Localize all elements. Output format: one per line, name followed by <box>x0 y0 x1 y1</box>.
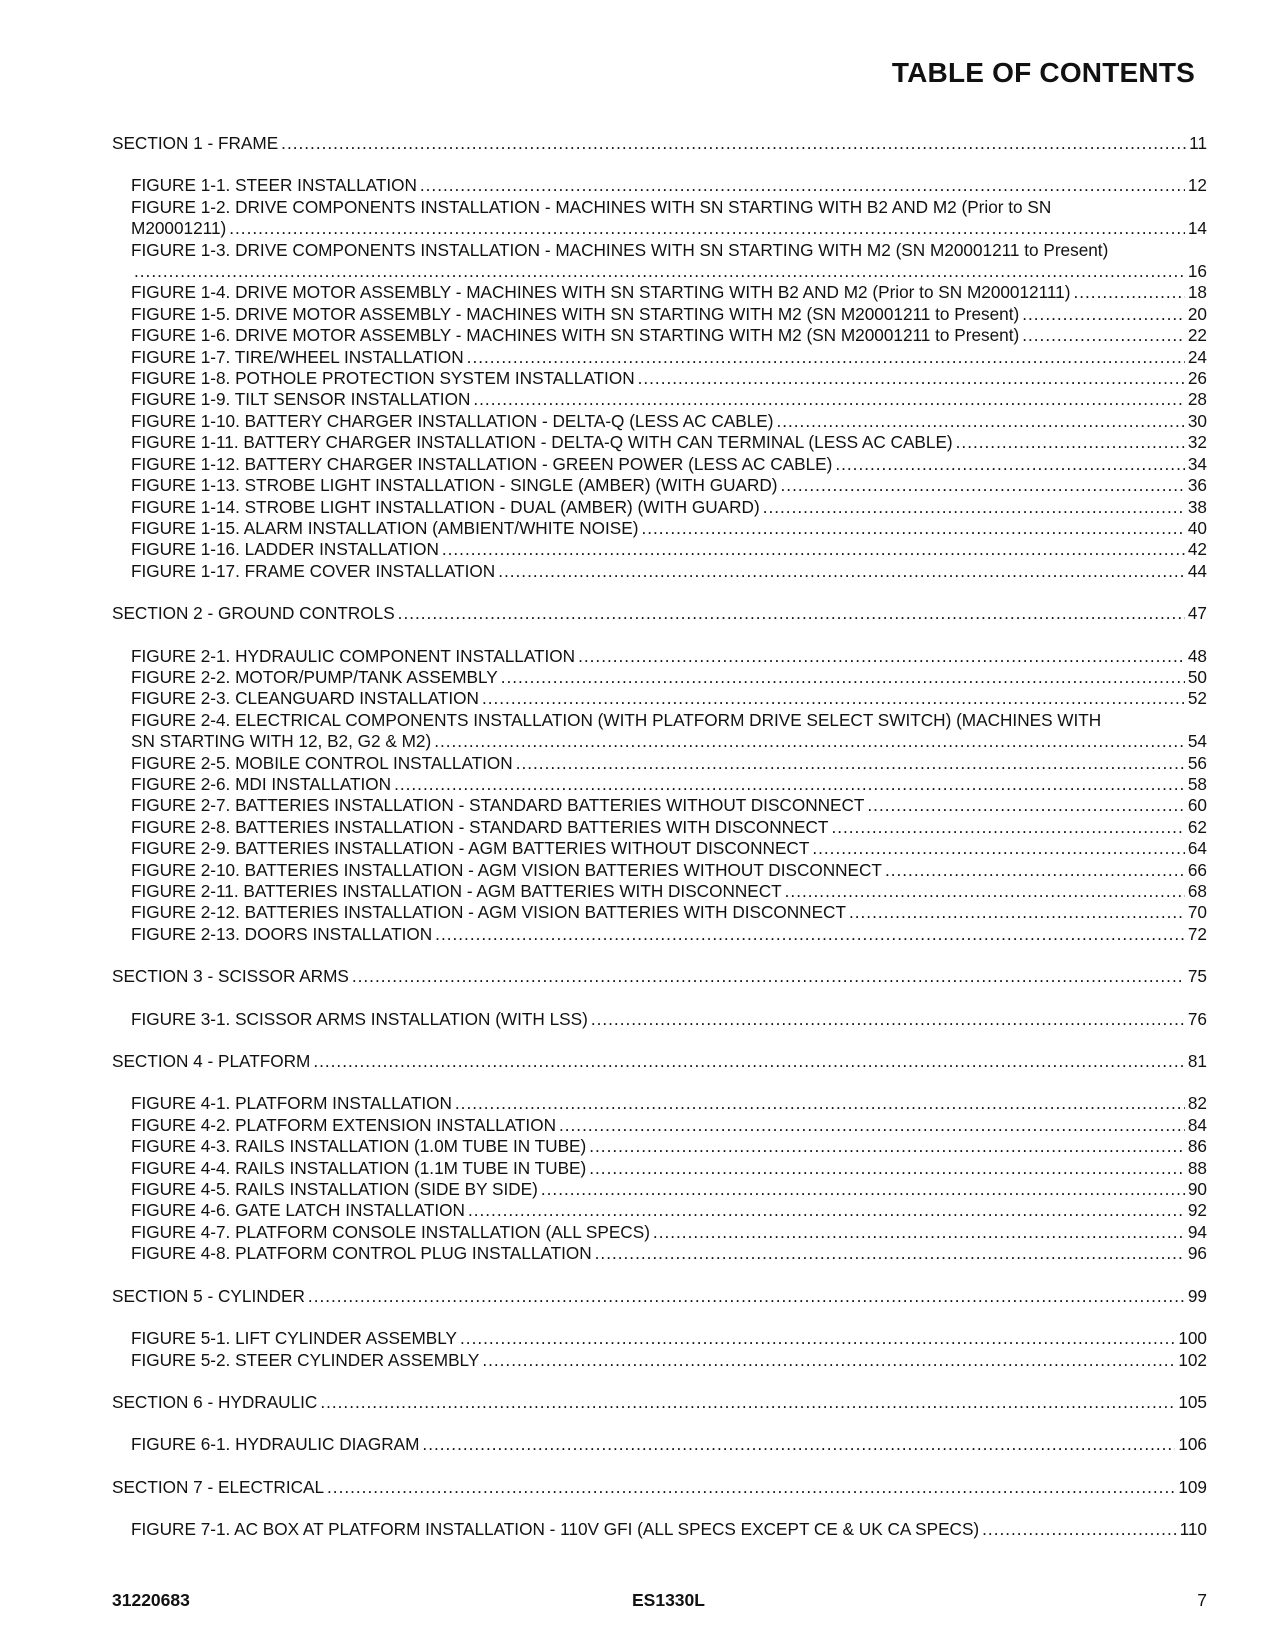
figure-list <box>131 1009 1207 1030</box>
dot-leader <box>763 497 1185 518</box>
section-entry[interactable] <box>112 133 1207 154</box>
figure-entry[interactable] <box>131 1434 1207 1455</box>
figure-row <box>131 1200 1207 1221</box>
figure-row <box>131 1136 1207 1157</box>
dot-leader <box>498 561 1185 582</box>
figure-page-number: 26 <box>1187 368 1207 389</box>
figure-row <box>131 1519 1207 1540</box>
figure-list <box>131 646 1207 946</box>
figure-row <box>131 881 1207 902</box>
figure-entry[interactable] <box>131 432 1207 453</box>
figure-page-number: 24 <box>1187 346 1207 367</box>
footer-page-number: 7 <box>1197 1590 1207 1610</box>
figure-row <box>131 175 1207 196</box>
toc-section <box>112 133 1207 582</box>
figure-row <box>131 774 1207 795</box>
section-label: SECTION 6 - HYDRAULIC <box>112 1391 318 1412</box>
toc-section <box>112 603 1207 945</box>
figure-page-number: 70 <box>1187 902 1207 923</box>
figure-label: FIGURE 2-5. MOBILE CONTROL INSTALLATION <box>131 752 513 773</box>
figure-label: FIGURE 2-3. CLEANGUARD INSTALLATION <box>131 688 479 709</box>
dot-leader <box>313 1051 1185 1072</box>
figure-label: FIGURE 2-6. MDI INSTALLATION <box>131 773 392 794</box>
figure-page-number: 86 <box>1187 1136 1207 1157</box>
figure-list <box>131 1328 1207 1371</box>
dot-leader <box>482 1350 1175 1371</box>
figure-page-number: 66 <box>1187 859 1207 880</box>
figure-row <box>131 561 1207 582</box>
figure-page-number: 14 <box>1187 218 1207 239</box>
dot-leader <box>1022 325 1185 346</box>
figure-entry[interactable] <box>131 924 1207 945</box>
figure-label: FIGURE 6-1. HYDRAULIC DIAGRAM <box>131 1434 420 1455</box>
figure-entry[interactable] <box>131 475 1207 496</box>
figure-entry[interactable] <box>131 688 1207 709</box>
figure-entry[interactable] <box>131 902 1207 923</box>
section-entry[interactable] <box>112 1286 1207 1307</box>
table-of-contents <box>112 133 1207 1541</box>
dot-leader <box>398 603 1185 624</box>
figure-label: SN STARTING WITH 12, B2, G2 & M2) <box>131 731 432 752</box>
figure-entry[interactable] <box>131 411 1207 432</box>
figure-page-number: 72 <box>1187 923 1207 944</box>
figure-row <box>131 304 1207 325</box>
figure-page-number: 12 <box>1187 175 1207 196</box>
dot-leader <box>229 218 1185 239</box>
figure-page-number: 38 <box>1187 496 1207 517</box>
dot-leader <box>501 667 1185 688</box>
figure-label: FIGURE 1-17. FRAME COVER INSTALLATION <box>131 560 496 581</box>
figure-page-number: 42 <box>1187 539 1207 560</box>
figure-label: FIGURE 1-8. POTHOLE PROTECTION SYSTEM INSTALLATION <box>131 368 635 389</box>
figure-list <box>131 175 1207 582</box>
figure-label: FIGURE 2-12. BATTERIES INSTALLATION - AGM VISION BATTERIES WITH DISCONNECT <box>131 902 846 923</box>
figure-entry[interactable] <box>131 1222 1207 1243</box>
section-entry[interactable] <box>112 603 1207 624</box>
section-page-number: 105 <box>1178 1391 1207 1412</box>
figure-row <box>131 411 1207 432</box>
dot-leader <box>785 881 1185 902</box>
figure-page-number: 82 <box>1187 1093 1207 1114</box>
figure-page-number: 54 <box>1187 731 1207 752</box>
figure-label-line: FIGURE 2-4. ELECTRICAL COMPONENTS INSTALLATION (WITH PLATFORM DRIVE SELECT SWITCH) (MACHINES WITH <box>131 709 1102 730</box>
figure-row <box>131 795 1207 816</box>
figure-page-number: 110 <box>1179 1519 1207 1540</box>
figure-entry[interactable] <box>131 175 1207 196</box>
figure-page-number: 34 <box>1187 453 1207 474</box>
figure-entry[interactable] <box>131 1350 1207 1371</box>
figure-page-number: 106 <box>1178 1434 1207 1455</box>
figure-page-number: 18 <box>1187 282 1207 303</box>
figure-page-number: 16 <box>1187 261 1207 282</box>
figure-label: FIGURE 7-1. AC BOX AT PLATFORM INSTALLATION - 110V GFI (ALL SPECS EXCEPT CE & UK CA SPECS) <box>131 1519 980 1540</box>
figure-entry[interactable] <box>131 325 1207 346</box>
figure-label: FIGURE 2-13. DOORS INSTALLATION <box>131 923 433 944</box>
dot-leader <box>422 1434 1175 1455</box>
figure-entry[interactable] <box>131 518 1207 539</box>
figure-label: FIGURE 4-3. RAILS INSTALLATION (1.0M TUBE IN TUBE) <box>131 1136 587 1157</box>
dot-leader <box>591 1009 1185 1030</box>
figure-page-number: 76 <box>1187 1008 1207 1029</box>
figure-page-number: 90 <box>1187 1179 1207 1200</box>
figure-entry[interactable] <box>131 881 1207 902</box>
figure-row <box>131 497 1207 518</box>
toc-section <box>112 1286 1207 1371</box>
figure-row <box>131 325 1207 346</box>
figure-page-number: 22 <box>1187 325 1207 346</box>
figure-page-number: 52 <box>1187 688 1207 709</box>
figure-label: FIGURE 1-5. DRIVE MOTOR ASSEMBLY - MACHINES WITH SN STARTING WITH M2 (SN M20001211 to Present) <box>131 303 1020 324</box>
toc-section <box>112 1477 1207 1541</box>
figure-entry[interactable] <box>131 497 1207 518</box>
section-entry[interactable] <box>112 1392 1207 1413</box>
figure-page-number: 60 <box>1187 795 1207 816</box>
figure-label: FIGURE 1-6. DRIVE MOTOR ASSEMBLY - MACHINES WITH SN STARTING WITH M2 (SN M20001211 to Present) <box>131 325 1020 346</box>
dot-leader <box>956 432 1185 453</box>
figure-row <box>131 518 1207 539</box>
figure-page-number: 20 <box>1187 303 1207 324</box>
dot-leader <box>849 902 1185 923</box>
figure-list <box>131 1519 1207 1540</box>
figure-entry[interactable] <box>131 1158 1207 1179</box>
figure-page-number: 50 <box>1187 666 1207 687</box>
figure-entry[interactable] <box>131 539 1207 560</box>
footer-model: ES1330L <box>632 1590 705 1610</box>
figure-label: FIGURE 2-11. BATTERIES INSTALLATION - AGM BATTERIES WITH DISCONNECT <box>131 881 782 901</box>
figure-entry[interactable] <box>131 304 1207 325</box>
dot-leader <box>641 518 1184 539</box>
section-label: SECTION 5 - CYLINDER <box>112 1285 305 1306</box>
figure-entry[interactable] <box>131 1136 1207 1157</box>
dot-leader <box>352 966 1185 987</box>
figure-entry[interactable] <box>131 347 1207 368</box>
figure-label: FIGURE 4-5. RAILS INSTALLATION (SIDE BY SIDE) <box>131 1179 538 1200</box>
figure-list <box>131 1434 1207 1455</box>
figure-page-number: 56 <box>1187 752 1207 773</box>
figure-label: FIGURE 2-9. BATTERIES INSTALLATION - AGM BATTERIES WITHOUT DISCONNECT <box>131 838 810 859</box>
figure-label: FIGURE 1-11. BATTERY CHARGER INSTALLATION - DELTA-Q WITH CAN TERMINAL (LESS AC CABLE) <box>131 432 953 453</box>
dot-leader <box>812 838 1185 859</box>
figure-label: FIGURE 2-10. BATTERIES INSTALLATION - AGM VISION BATTERIES WITHOUT DISCONNECT <box>131 859 882 880</box>
figure-row <box>131 432 1207 453</box>
figure-label-line: FIGURE 1-2. DRIVE COMPONENTS INSTALLATION - MACHINES WITH SN STARTING WITH B2 AND M2 (Prior to SN <box>131 196 1052 217</box>
figure-entry[interactable] <box>131 1243 1207 1264</box>
figure-row <box>131 347 1207 368</box>
toc-section <box>112 966 1207 1030</box>
section-entry[interactable] <box>112 966 1207 987</box>
section-page-number: 11 <box>1189 133 1207 153</box>
figure-entry[interactable] <box>131 1200 1207 1221</box>
dot-leader <box>420 175 1185 196</box>
figure-row <box>131 688 1207 709</box>
figure-label: FIGURE 2-2. MOTOR/PUMP/TANK ASSEMBLY <box>131 666 498 687</box>
section-label: SECTION 7 - ELECTRICAL <box>112 1476 325 1497</box>
figure-entry[interactable] <box>131 1519 1207 1540</box>
toc-section <box>112 1392 1207 1456</box>
dot-leader <box>455 1093 1185 1114</box>
figure-entry[interactable] <box>131 240 1207 283</box>
dot-leader <box>516 753 1185 774</box>
section-label: SECTION 2 - GROUND CONTROLS <box>112 603 395 624</box>
figure-label: FIGURE 3-1. SCISSOR ARMS INSTALLATION (WITH LSS) <box>131 1008 588 1029</box>
dot-leader <box>776 411 1184 432</box>
figure-label: FIGURE 4-8. PLATFORM CONTROL PLUG INSTALLATION <box>131 1243 592 1264</box>
figure-row <box>131 1350 1207 1371</box>
dot-leader <box>867 795 1184 816</box>
figure-label: FIGURE 5-1. LIFT CYLINDER ASSEMBLY <box>131 1328 458 1349</box>
figure-page-number: 88 <box>1187 1157 1207 1178</box>
figure-label: FIGURE 2-7. BATTERIES INSTALLATION - STANDARD BATTERIES WITHOUT DISCONNECT <box>131 795 865 816</box>
figure-label: FIGURE 4-1. PLATFORM INSTALLATION <box>131 1093 452 1114</box>
figure-entry[interactable] <box>131 1115 1207 1136</box>
figure-row <box>131 539 1207 560</box>
section-entry[interactable] <box>112 1051 1207 1072</box>
figure-row <box>131 860 1207 881</box>
figure-entry[interactable] <box>131 646 1207 667</box>
figure-label: FIGURE 1-15. ALARM INSTALLATION (AMBIENT/WHITE NOISE) <box>131 517 639 538</box>
figure-row <box>131 454 1207 475</box>
figure-page-number: 32 <box>1187 432 1207 453</box>
dot-leader <box>578 646 1185 667</box>
figure-row <box>131 1009 1207 1030</box>
dot-leader <box>885 860 1185 881</box>
dot-leader <box>982 1519 1176 1540</box>
figure-page-number: 94 <box>1187 1221 1207 1242</box>
dot-leader <box>435 924 1185 945</box>
figure-row <box>131 1243 1207 1264</box>
dot-leader <box>781 475 1185 496</box>
figure-label: FIGURE 1-9. TILT SENSOR INSTALLATION <box>131 389 471 410</box>
dot-leader <box>638 368 1185 389</box>
figure-entry[interactable] <box>131 368 1207 389</box>
dot-leader <box>327 1477 1175 1498</box>
section-label: SECTION 4 - PLATFORM <box>112 1051 311 1072</box>
figure-page-number: 64 <box>1187 838 1207 859</box>
figure-label: FIGURE 1-12. BATTERY CHARGER INSTALLATION - GREEN POWER (LESS AC CABLE) <box>131 453 833 474</box>
figure-page-number: 62 <box>1187 816 1207 837</box>
figure-row <box>131 1158 1207 1179</box>
figure-row <box>131 389 1207 410</box>
figure-entry[interactable] <box>131 860 1207 881</box>
figure-entry[interactable] <box>131 1009 1207 1030</box>
figure-label: FIGURE 5-2. STEER CYLINDER ASSEMBLY <box>131 1349 480 1370</box>
figure-row <box>131 1222 1207 1243</box>
dot-leader <box>473 389 1185 410</box>
figure-row <box>131 261 1207 282</box>
figure-entry[interactable] <box>131 282 1207 303</box>
dot-leader <box>134 261 1185 282</box>
figure-label-line: FIGURE 1-3. DRIVE COMPONENTS INSTALLATION - MACHINES WITH SN STARTING WITH M2 (SN M20001211 to Present) <box>131 239 1109 260</box>
figure-page-number: 28 <box>1187 389 1207 410</box>
dot-leader <box>559 1115 1185 1136</box>
figure-row <box>131 838 1207 859</box>
section-page-number: 47 <box>1187 603 1207 624</box>
figure-row <box>131 902 1207 923</box>
figure-row <box>131 218 1207 239</box>
figure-entry[interactable] <box>131 838 1207 859</box>
figure-page-number: 30 <box>1187 410 1207 431</box>
figure-page-number: 96 <box>1187 1243 1207 1264</box>
dot-leader <box>460 1328 1175 1349</box>
figure-label: FIGURE 1-7. TIRE/WHEEL INSTALLATION <box>131 346 464 367</box>
figure-page-number: 100 <box>1178 1328 1207 1349</box>
figure-page-number: 36 <box>1187 475 1207 496</box>
figure-entry[interactable] <box>131 454 1207 475</box>
figure-label: FIGURE 1-13. STROBE LIGHT INSTALLATION - SINGLE (AMBER) (WITH GUARD) <box>131 475 778 496</box>
figure-entry[interactable] <box>131 667 1207 688</box>
figure-page-number: 40 <box>1187 517 1207 538</box>
figure-list <box>131 1093 1207 1264</box>
dot-leader <box>468 1200 1185 1221</box>
footer-doc-number: 31220683 <box>112 1590 190 1610</box>
figure-label: FIGURE 2-1. HYDRAULIC COMPONENT INSTALLATION <box>131 645 576 666</box>
figure-row <box>131 646 1207 667</box>
dot-leader <box>308 1286 1185 1307</box>
section-page-number: 99 <box>1187 1285 1207 1306</box>
figure-entry[interactable] <box>131 389 1207 410</box>
dot-leader <box>835 454 1185 475</box>
figure-label: M20001211) <box>131 218 227 239</box>
dot-leader <box>653 1222 1185 1243</box>
figure-page-number: 92 <box>1187 1200 1207 1221</box>
dot-leader <box>831 817 1184 838</box>
dot-leader <box>281 133 1186 154</box>
figure-row <box>131 667 1207 688</box>
figure-label: FIGURE 1-1. STEER INSTALLATION <box>131 175 417 196</box>
figure-label: FIGURE 1-14. STROBE LIGHT INSTALLATION - DUAL (AMBER) (WITH GUARD) <box>131 496 760 517</box>
figure-page-number: 68 <box>1187 881 1207 901</box>
figure-entry[interactable] <box>131 1328 1207 1349</box>
page-title: TABLE OF CONTENTS <box>891 57 1195 88</box>
section-page-number: 75 <box>1187 966 1207 987</box>
figure-page-number: 44 <box>1187 560 1207 581</box>
dot-leader <box>589 1136 1185 1157</box>
section-page-number: 81 <box>1187 1051 1207 1072</box>
figure-label: FIGURE 1-10. BATTERY CHARGER INSTALLATION - DELTA-Q (LESS AC CABLE) <box>131 410 774 431</box>
figure-row <box>131 753 1207 774</box>
figure-page-number: 102 <box>1178 1349 1207 1370</box>
figure-row <box>131 924 1207 945</box>
toc-section <box>112 1051 1207 1265</box>
figure-row <box>131 1093 1207 1114</box>
section-label: SECTION 3 - SCISSOR ARMS <box>112 966 349 987</box>
figure-entry[interactable] <box>131 817 1207 838</box>
figure-page-number: 58 <box>1187 773 1207 794</box>
figure-label: FIGURE 4-7. PLATFORM CONSOLE INSTALLATION (ALL SPECS) <box>131 1221 650 1242</box>
dot-leader <box>467 347 1185 368</box>
dot-leader <box>541 1179 1185 1200</box>
dot-leader <box>442 539 1185 560</box>
figure-entry[interactable] <box>131 710 1207 753</box>
figure-entry[interactable] <box>131 197 1207 240</box>
figure-row <box>131 282 1207 303</box>
figure-label: FIGURE 4-2. PLATFORM EXTENSION INSTALLATION <box>131 1114 556 1135</box>
figure-row <box>131 1434 1207 1455</box>
section-label: SECTION 1 - FRAME <box>112 133 279 153</box>
figure-row <box>131 1179 1207 1200</box>
figure-label: FIGURE 1-4. DRIVE MOTOR ASSEMBLY - MACHINES WITH SN STARTING WITH B2 AND M2 (Prior to SN M200012111) <box>131 282 1071 303</box>
section-entry[interactable] <box>112 1477 1207 1498</box>
dot-leader <box>482 688 1185 709</box>
figure-entry[interactable] <box>131 1179 1207 1200</box>
figure-row <box>131 1115 1207 1136</box>
figure-entry[interactable] <box>131 795 1207 816</box>
figure-page-number: 84 <box>1187 1114 1207 1135</box>
dot-leader <box>320 1392 1175 1413</box>
figure-label: FIGURE 2-8. BATTERIES INSTALLATION - STANDARD BATTERIES WITH DISCONNECT <box>131 816 829 837</box>
figure-row <box>131 368 1207 389</box>
section-page-number: 109 <box>1178 1476 1207 1497</box>
dot-leader <box>589 1158 1185 1179</box>
figure-label: FIGURE 1-16. LADDER INSTALLATION <box>131 539 439 560</box>
figure-label: FIGURE 4-4. RAILS INSTALLATION (1.1M TUBE IN TUBE) <box>131 1157 587 1178</box>
dot-leader <box>1022 304 1185 325</box>
dot-leader <box>434 731 1185 752</box>
figure-entry[interactable] <box>131 753 1207 774</box>
figure-row <box>131 817 1207 838</box>
dot-leader <box>1073 282 1184 303</box>
figure-row <box>131 475 1207 496</box>
figure-entry[interactable] <box>131 774 1207 795</box>
figure-row <box>131 731 1207 752</box>
figure-page-number: 48 <box>1187 645 1207 666</box>
dot-leader <box>394 774 1185 795</box>
figure-label: FIGURE 4-6. GATE LATCH INSTALLATION <box>131 1200 465 1221</box>
figure-row <box>131 1328 1207 1349</box>
dot-leader <box>595 1243 1185 1264</box>
figure-entry[interactable] <box>131 1093 1207 1114</box>
figure-entry[interactable] <box>131 561 1207 582</box>
